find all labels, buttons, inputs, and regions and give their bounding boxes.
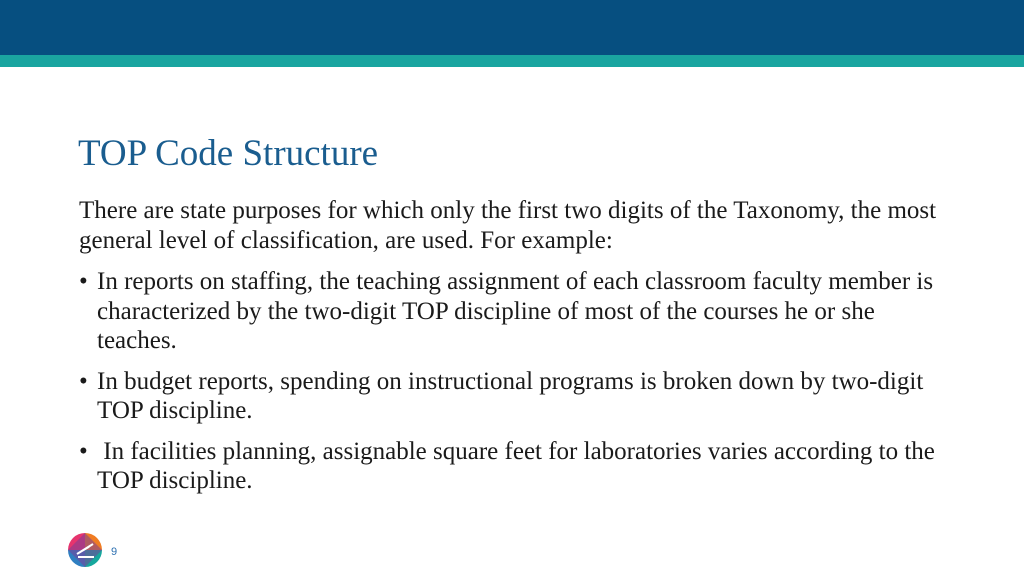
bullet-list: [79, 267, 959, 496]
bullet-text: In facilities planning, assignable square feet for laboratories varies according to the TOP discipline.: [97, 437, 941, 494]
bullet-item: [79, 267, 959, 356]
bullet-symbol: •: [79, 367, 88, 395]
bullet-symbol: •: [79, 268, 88, 295]
bullet-item: [79, 437, 959, 496]
bullet-text: In reports on staffing, the teaching assignment of each classroom faculty member is characterized by the two-digit TOP discipline of most of the courses he or she teaches.: [97, 268, 934, 354]
slide-title: TOP Code Structure: [78, 133, 379, 174]
college-logo-icon: [68, 533, 102, 567]
header-band: [0, 0, 1024, 55]
intro-paragraph: There are state purposes for which only the first two digits of the Taxonomy, the most general level of classification, are used. For example:: [79, 197, 937, 254]
bullet-symbol: •: [79, 437, 88, 465]
slide-body: [79, 196, 959, 507]
page-number: 9: [111, 546, 118, 558]
bullet-text: In budget reports, spending on instructional programs is broken down by two-digit TOP discipline.: [97, 367, 924, 424]
bullet-item: [79, 367, 959, 426]
accent-stripe: [0, 55, 1024, 67]
